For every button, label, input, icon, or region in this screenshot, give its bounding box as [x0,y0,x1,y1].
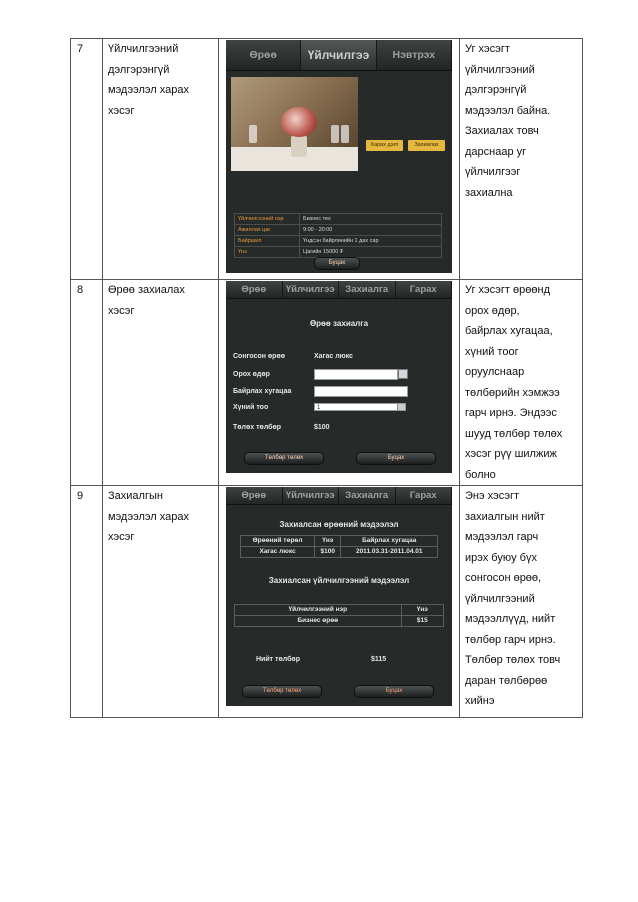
page-title: Өрөө захиалга [309,319,369,328]
table-row [71,280,583,486]
chevron-down-icon [397,404,405,410]
room-order-screen [226,281,452,473]
service-photo [231,77,358,171]
people-label: Хүний тоо [233,404,269,411]
table-row [71,39,583,280]
table-row [71,486,583,718]
duration-label: Байрлах хугацаа [233,388,292,395]
document-table [70,38,583,718]
tab-rooms[interactable]: Өрөө [226,40,301,70]
tab-rooms[interactable]: Өрөө [226,487,283,504]
room-info-table [240,535,438,558]
screenshot-cell [219,280,460,486]
selected-room-label: Сонгосон өрөө [233,353,286,360]
view-detail-button[interactable]: Харах дэлг [366,140,403,151]
checkin-input[interactable] [314,369,398,380]
service-detail-screen [226,40,452,273]
row-title: Үйлчилгээний дэлгэрэнгүй мэдээлэл харах хэсэг [103,39,219,280]
back-button[interactable]: Буцах [314,257,360,270]
pay-button[interactable]: Төлбөр төлөх [244,452,324,465]
back-button[interactable]: Буцах [354,685,434,698]
nav-tabs [226,487,452,505]
table-row: Байршил Үндсэн байрлинийн 1 дах сар [235,236,442,247]
tab-orders[interactable]: Захиалга [339,487,396,504]
back-button[interactable]: Буцах [356,452,436,465]
payment-value: $100 [314,424,330,431]
tab-orders[interactable]: Захиалга [339,281,396,298]
room-info-heading: Захиалсан өрөөний мэдээлэл [279,520,399,529]
service-info-table [234,213,442,258]
row-number: 7 [71,39,103,280]
table-row: Өрөөний төрөл Үнэ Байрлах хугацаа [241,536,438,547]
selected-room-value: Хагас люкс [314,353,353,360]
payment-label: Төлөх төлбөр [233,424,282,431]
row-number: 9 [71,486,103,718]
tab-rooms[interactable]: Өрөө [226,281,283,298]
service-info-heading: Захиалсан үйлчилгээний мэдээлэл [268,576,410,585]
calendar-icon[interactable] [398,369,408,379]
nav-tabs [226,40,452,71]
screenshot-cell [219,486,460,718]
nav-tabs [226,281,452,299]
total-label: Нийт төлбөр [256,656,300,663]
tab-services[interactable]: Үйлчилгээ [301,40,376,70]
row-number: 8 [71,280,103,486]
table-row: Ажиллах цаг 9:00 - 20:00 [235,225,442,236]
service-info-table [234,604,444,627]
duration-input[interactable] [314,386,408,397]
row-title: Захиалгын мэдээлэл харах хэсэг [103,486,219,718]
tab-logout[interactable]: Гарах [396,281,453,298]
tab-logout[interactable]: Гарах [396,487,453,504]
tab-login[interactable]: Нэвтрэх [377,40,452,70]
total-value: $115 [371,656,387,663]
row-description: Уг хэсэгт үйлчилгээний дэлгэрэнгүй мэдээлэл байна. Захиалах товч дарснаар уг үйлчилгээг захиална [460,39,583,280]
table-row: Бизнес өрөө $15 [235,616,444,627]
checkin-label: Орох өдөр [233,371,270,378]
table-row: Үйлчилгээний нэр Бизнес тех [235,214,442,225]
order-info-screen [226,487,452,706]
table-row: Үйлчилгээний нэр Үнэ [235,605,444,616]
tab-services[interactable]: Үйлчилгээ [283,281,340,298]
table-row: Хагас люкс $100 2011.03.31-2011.04.01 [241,547,438,558]
screenshot-cell [219,39,460,280]
people-select[interactable]: 1 [314,403,406,411]
row-description: Уг хэсэгт өрөөнд орох өдөр, байрлах хугацаа, хүний тоог оруулснаар төлбөрийн хэмжээ гарч ирнэ. Эндээс шууд төлбөр төлөх хэсэг рүү шилжиж болно [460,280,583,486]
pay-button[interactable]: Төлбөр төлөх [242,685,322,698]
order-button[interactable]: Захиалах [408,140,445,151]
tab-services[interactable]: Үйлчилгээ [283,487,340,504]
row-description: Энэ хэсэгт захиалгын нийт мэдээлэл гарч ирэх буюу бүх сонгосон өрөө, үйлчилгээний мэдээллүүд, нийт төлбөр гарч ирнэ. Төлбөр төлөх товч даран төлбөрөө хийнэ [460,486,583,718]
row-title: Өрөө захиалах хэсэг [103,280,219,486]
table-row: Үнэ Цагийн 15000 ₮ [235,247,442,258]
